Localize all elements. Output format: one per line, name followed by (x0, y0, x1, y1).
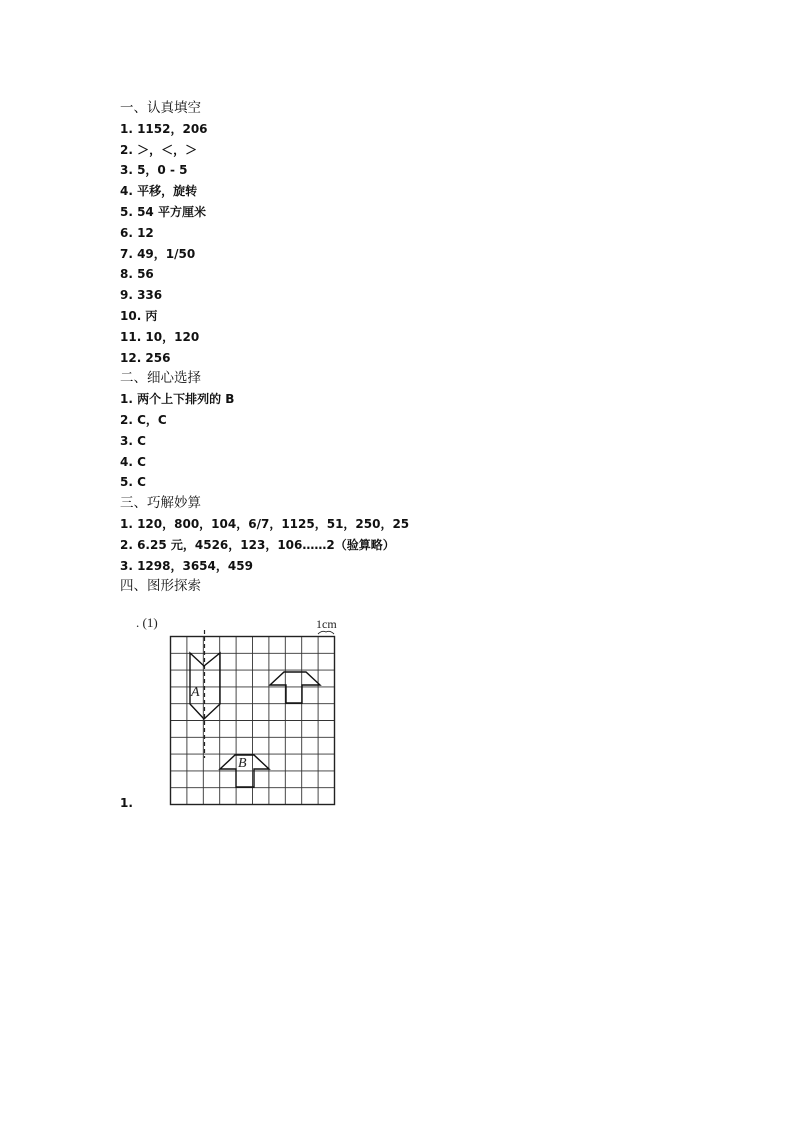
grid-diagram (136, 612, 376, 808)
answer-line: 11. 10，120 (120, 329, 200, 344)
section-heading: 三、巧解妙算 (120, 495, 201, 512)
shape-a-label: A (191, 685, 200, 700)
answer-sheet (120, 98, 720, 597)
figure-number: 1. (120, 796, 133, 810)
scale-brace (318, 631, 334, 634)
answer-line: 1. 1152，206 (120, 121, 208, 136)
answer-line: 3. C (120, 433, 146, 448)
answer-line: 8. 56 (120, 267, 154, 282)
part-label: . (1) (136, 615, 158, 630)
answer-line: 4. C (120, 454, 146, 469)
answer-line: 1. 两个上下排列的 B (120, 392, 235, 407)
answer-line: 2. C，C (120, 412, 167, 427)
shape-b-label: B (238, 756, 247, 771)
answer-line: 4. 平移，旋转 (120, 184, 198, 199)
answer-line: 12. 256 (120, 350, 171, 365)
answer-line: 2. 6.25 元，4526，123，106……2（验算略） (120, 537, 395, 552)
scale-label: 1cm (316, 617, 337, 631)
grid-figure (120, 612, 380, 812)
answer-line: 5. C (120, 475, 146, 490)
answer-line: 9. 336 (120, 288, 163, 303)
answer-line: 3. 5，0 - 5 (120, 163, 188, 178)
section-geometry (120, 576, 720, 597)
answer-line: 3. 1298，3654，459 (120, 558, 253, 573)
section-fill-blank (120, 98, 720, 368)
answer-line: 6. 12 (120, 225, 154, 240)
answer-line: 5. 54 平方厘米 (120, 204, 206, 219)
answer-line: 1. 120，800，104，6/7，1125，51，250，25 (120, 516, 410, 531)
answer-line: 2. ＞，＜，＞ (120, 142, 198, 157)
answer-line: 10. 丙 (120, 308, 158, 323)
section-multiple-choice (120, 368, 720, 493)
section-heading: 一、认真填空 (120, 100, 201, 116)
grid-lines (171, 637, 335, 805)
section-heading: 二、细心选择 (120, 370, 201, 387)
shape-upper-right (270, 672, 320, 703)
section-calculation (120, 493, 720, 576)
section-heading: 四、图形探索 (120, 578, 201, 595)
answer-line: 7. 49，1/50 (120, 246, 196, 261)
